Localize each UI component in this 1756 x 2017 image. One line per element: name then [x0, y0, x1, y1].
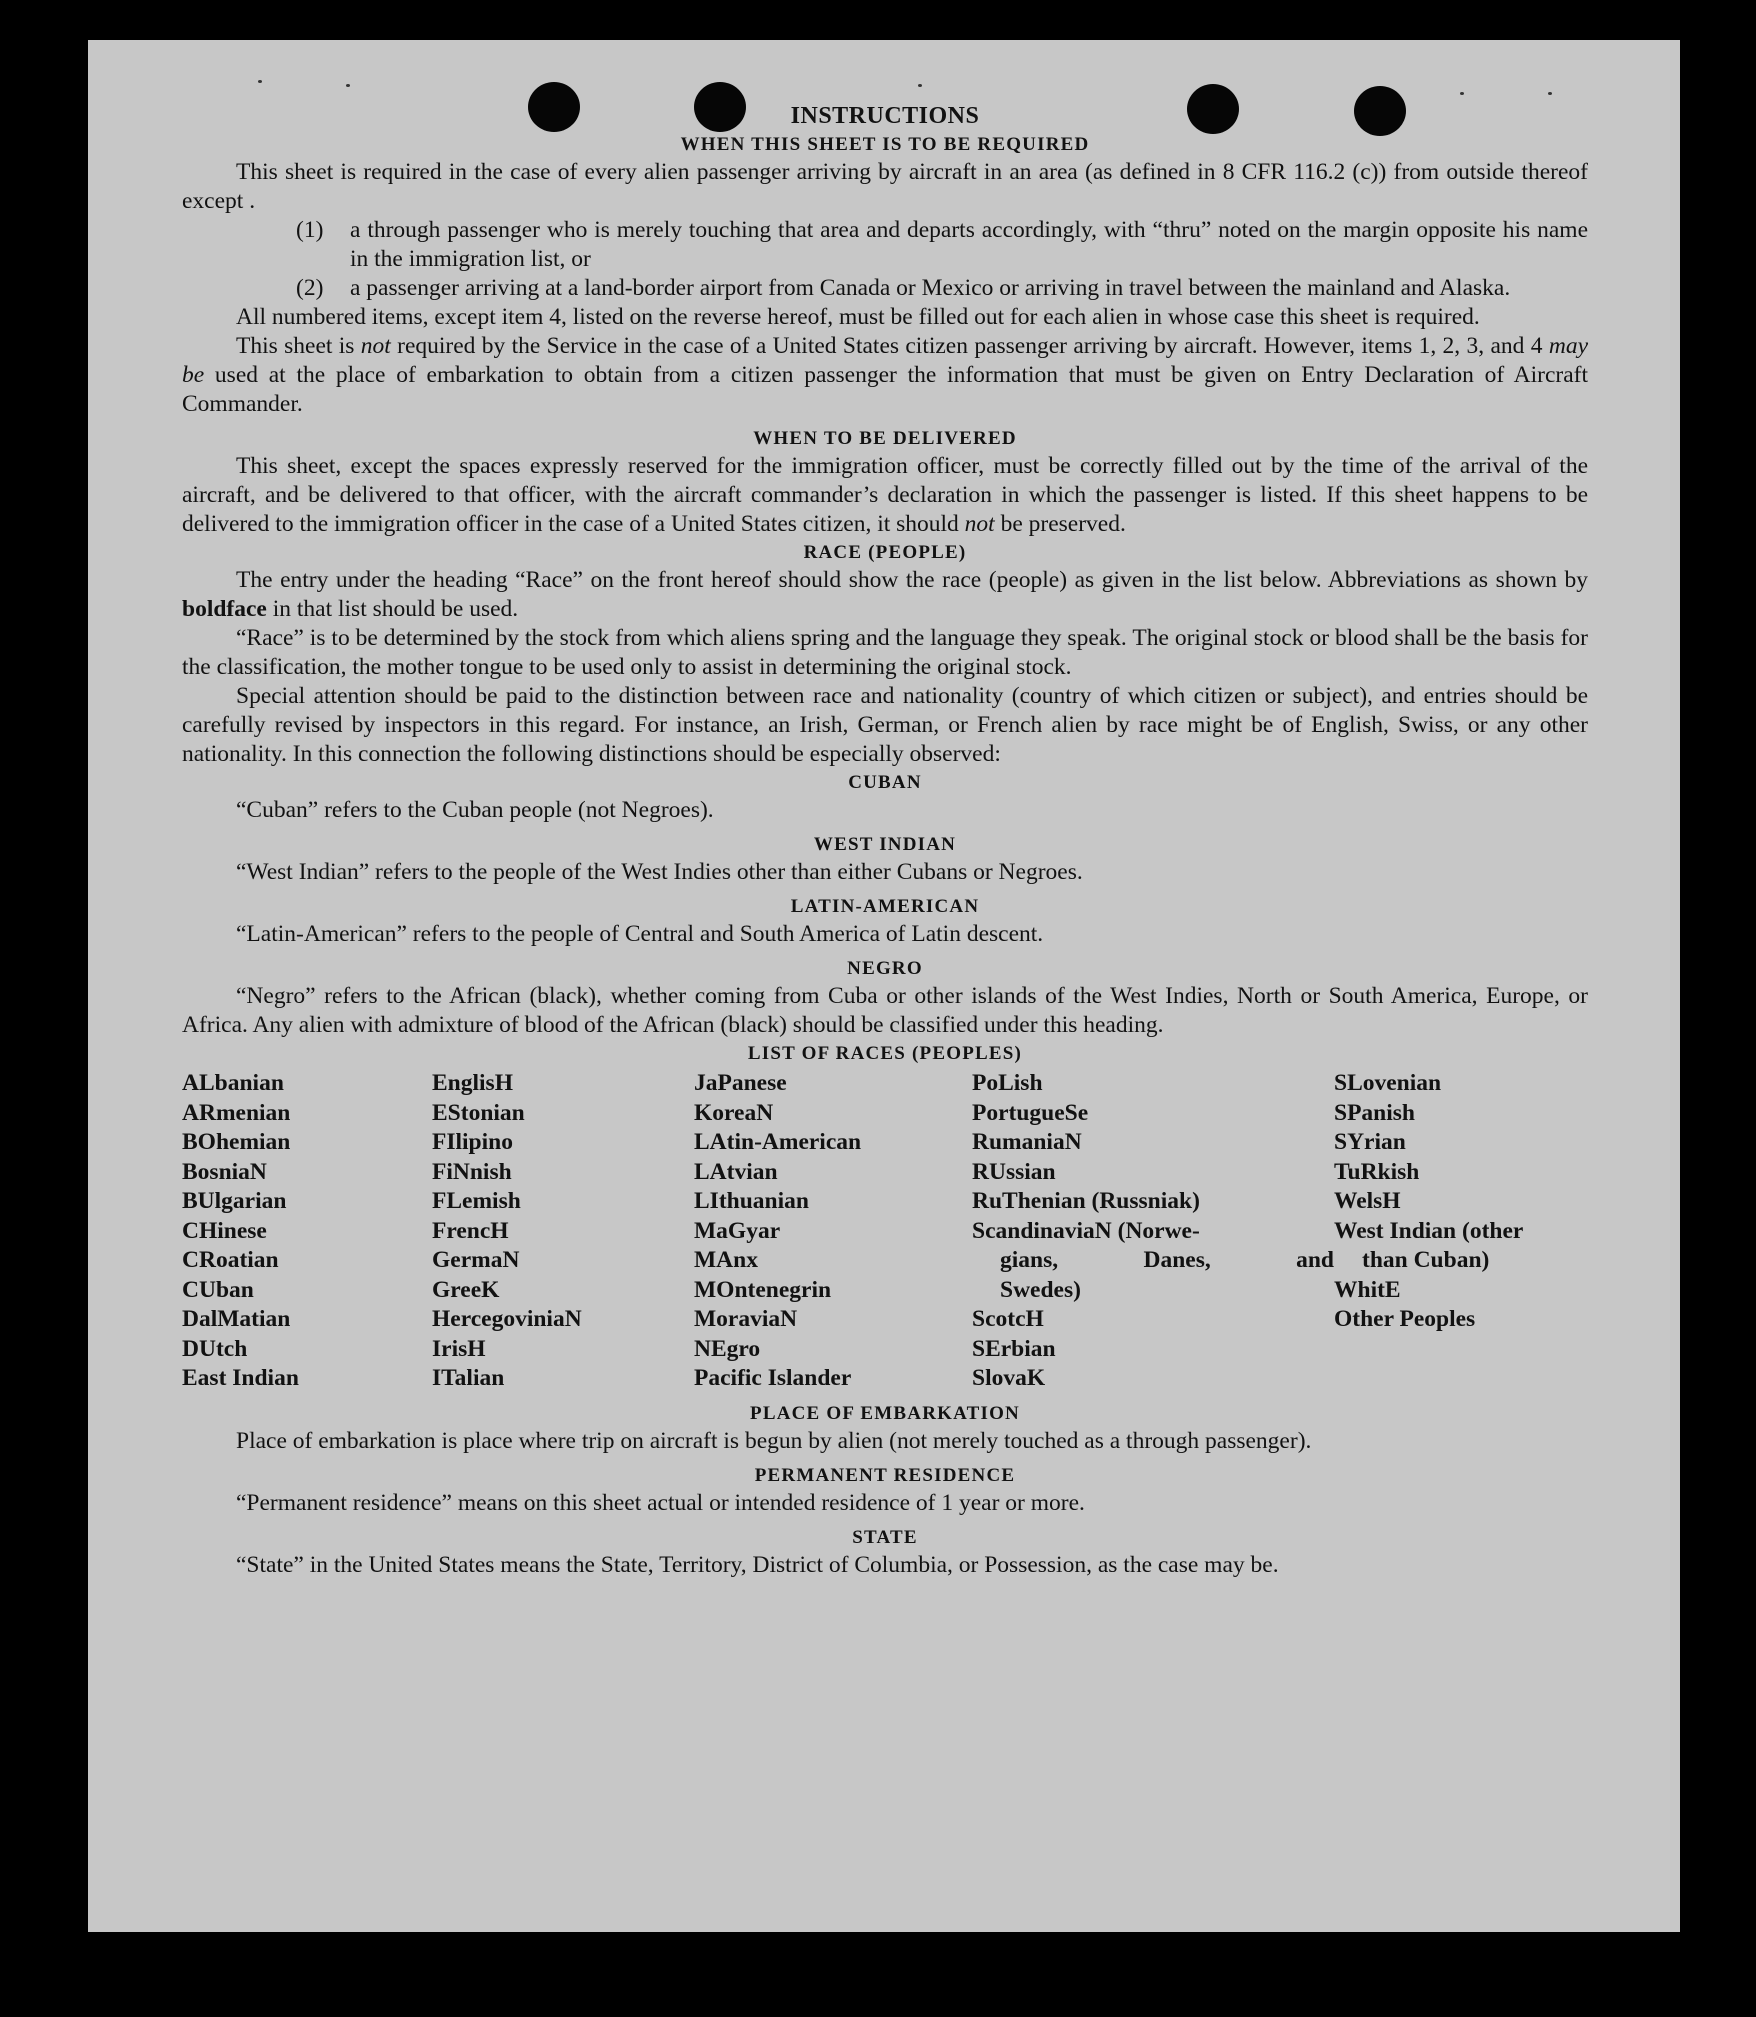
race-entry: PortugueSe — [972, 1099, 1089, 1126]
race-entry: JaPanese — [694, 1070, 787, 1096]
race-entry: IrisH — [432, 1335, 486, 1362]
text-run: The entry under the heading “Race” on the front hereof should show the race (people) as given in the list below. Abbreviations as shown by — [236, 567, 1588, 593]
item-text: a through passenger who is merely touching that area and departs accordingly, with “thru” noted on the margin opposite his name in the immigration list, or — [350, 217, 1588, 272]
race-entry-continuation: Swedes) — [1000, 1276, 1081, 1303]
race-entry: HercegoviniaN — [432, 1306, 582, 1332]
emphasis: not — [964, 511, 995, 537]
section-heading: NEGRO — [847, 958, 923, 979]
section-heading: WHEN TO BE DELIVERED — [753, 428, 1017, 449]
race-entry: CRoatian — [182, 1247, 279, 1273]
race-entry: EnglisH — [432, 1070, 513, 1096]
text-run: be preserved. — [994, 511, 1126, 537]
paragraph: Special attention should be paid to the distinction between race and nationality (country of which citizen or subject), and entries should be carefully revised by inspectors in this regard. For instance, an Irish, German, or French alien by race might be of English, Swiss, or any other nationality. In this connection the following distinctions should be especially observed: — [182, 683, 1588, 767]
races-column — [972, 1069, 1334, 1394]
race-entry: Other Peoples — [1334, 1306, 1476, 1332]
text-run: This sheet, except the spaces expressly reserved for the immigration officer, must be correctly filled out by the time of the arrival of the aircraft, and be delivered to that officer, with the aircraft commander’s declaration in which the passenger is listed. If this sheet happens to be delivered to the immigration officer in the case of a United States citizen, it should — [182, 453, 1588, 537]
item-number: (2) — [296, 275, 324, 301]
race-entry: MOntenegrin — [694, 1276, 832, 1303]
race-entry: CHinese — [182, 1217, 267, 1244]
race-entry: NEgro — [694, 1335, 761, 1362]
item-text: a passenger arriving at a land-border airport from Canada or Mexico or arriving in travel between the mainland and Alaska. — [350, 275, 1511, 301]
race-entry: FLemish — [432, 1188, 521, 1214]
races-column — [432, 1069, 694, 1394]
text-run: used at the place of embarkation to obtain from a citizen passenger the information that must be given on Entry Declaration of Aircraft Commander. — [182, 362, 1588, 417]
speck — [1460, 92, 1464, 95]
race-entry: DalMatian — [182, 1306, 291, 1332]
race-entry: EStonian — [432, 1099, 525, 1126]
bold-text: boldface — [182, 596, 267, 622]
race-entry: BosniaN — [182, 1158, 267, 1185]
race-entry-continuation: gians, Danes, and — [1000, 1247, 1334, 1273]
paragraph: “State” in the United States means the State, Territory, District of Columbia, or Possession, as the case may be. — [236, 1551, 1279, 1578]
paragraph — [182, 452, 1588, 539]
section-heading: CUBAN — [848, 772, 922, 793]
section-heading: PERMANENT RESIDENCE — [754, 1464, 1016, 1486]
race-entry: WhitE — [1334, 1276, 1401, 1303]
paragraph: “Latin-American” refers to the people of Central and South America of Latin descent. — [236, 921, 1044, 947]
document-title: INSTRUCTIONS — [790, 103, 980, 129]
race-entry: TuRkish — [1334, 1158, 1420, 1185]
speck — [918, 84, 922, 87]
race-entry: ScandinaviaN (Norwe- — [972, 1217, 1200, 1244]
paragraph — [182, 332, 1588, 419]
race-entry: DUtch — [182, 1335, 248, 1362]
race-entry: MoraviaN — [694, 1306, 798, 1332]
item-number: (1) — [296, 217, 324, 243]
speck — [258, 80, 262, 83]
races-column — [694, 1069, 972, 1394]
race-entry: FrencH — [432, 1217, 509, 1244]
race-entry: SErbian — [972, 1335, 1056, 1362]
race-entry: ARmenian — [182, 1099, 291, 1126]
race-entry: West Indian (other — [1334, 1217, 1524, 1244]
race-entry: MaGyar — [694, 1217, 781, 1244]
race-entry: PoLish — [972, 1070, 1043, 1096]
section-heading: WHEN THIS SHEET IS TO BE REQUIRED — [680, 134, 1090, 155]
instructions-content — [182, 102, 1588, 1580]
race-entry: RumaniaN — [972, 1129, 1082, 1155]
section-heading: PLACE OF EMBARKATION — [750, 1402, 1020, 1424]
race-entry: East Indian — [182, 1365, 299, 1391]
section-heading: WEST INDIAN — [813, 834, 957, 855]
paragraph: “Negro” refers to the African (black), whether coming from Cuba or other islands of the West Indies, North or South America, Europe, or Africa. Any alien with admixture of blood of the African (black) should be classified under this heading. — [182, 983, 1588, 1038]
race-entry: LIthuanian — [694, 1188, 809, 1214]
race-entry: MAnx — [694, 1247, 758, 1273]
race-entry: GreeK — [432, 1276, 500, 1303]
text-run: required by the Service in the case of a United States citizen passenger arriving by aircraft. However, items 1, 2, 3, and 4 — [390, 333, 1549, 359]
list-item — [182, 274, 1588, 303]
race-entry: GermaN — [432, 1247, 520, 1273]
paragraph: “Race” is to be determined by the stock from which aliens spring and the language they speak. The original stock or blood shall be the basis for the classification, the mother tongue to be used only to assist in determining the original stock. — [182, 625, 1588, 680]
race-entry: ALbanian — [182, 1070, 284, 1096]
race-entry: ITalian — [432, 1365, 505, 1391]
race-entry: BOhemian — [182, 1129, 291, 1155]
races-list — [182, 1069, 1588, 1394]
race-entry: SPanish — [1334, 1099, 1415, 1126]
race-entry: SlovaK — [972, 1365, 1046, 1391]
paragraph: “West Indian” refers to the people of the West Indies other than either Cubans or Negroes. — [236, 859, 1083, 885]
paragraph: All numbered items, except item 4, listed on the reverse hereof, must be filled out for each alien in whose case this sheet is required. — [236, 304, 1480, 330]
race-entry: WelsH — [1334, 1188, 1401, 1214]
race-entry: RUssian — [972, 1158, 1056, 1185]
race-entry: ScotcH — [972, 1306, 1044, 1332]
section-heading: LATIN-AMERICAN — [790, 896, 980, 917]
race-entry: FIlipino — [432, 1129, 513, 1155]
paragraph: “Cuban” refers to the Cuban people (not Negroes). — [236, 797, 714, 823]
race-entry: SLovenian — [1334, 1070, 1442, 1096]
section-heading: STATE — [852, 1526, 918, 1548]
paragraph — [182, 566, 1588, 624]
paragraph: “Permanent residence” means on this sheet actual or intended residence of 1 year or more. — [236, 1489, 1085, 1516]
paragraph: Place of embarkation is place where trip on aircraft is begun by alien (not merely touched as a through passenger). — [236, 1427, 1312, 1454]
race-entry: LAtvian — [694, 1158, 778, 1185]
speck — [1548, 92, 1552, 95]
section-heading: RACE (PEOPLE) — [803, 542, 967, 563]
document-page — [88, 40, 1680, 1932]
races-column — [1334, 1069, 1588, 1394]
race-entry: FiNnish — [432, 1158, 512, 1185]
races-column — [182, 1069, 432, 1394]
race-entry: LAtin-American — [694, 1129, 862, 1155]
race-entry: BUlgarian — [182, 1188, 287, 1214]
race-entry: KoreaN — [694, 1099, 774, 1126]
text-run: This sheet is — [236, 333, 361, 359]
race-entry: SYrian — [1334, 1129, 1406, 1155]
speck — [346, 84, 350, 87]
emphasis: may be — [182, 333, 1588, 388]
race-entry: Pacific Islander — [694, 1365, 852, 1391]
race-entry: CUban — [182, 1276, 254, 1303]
emphasis: not — [360, 333, 391, 359]
paragraph: This sheet is required in the case of every alien passenger arriving by aircraft in an area (as defined in 8 CFR 116.2 (c)) from outside thereof except . — [182, 159, 1588, 214]
race-entry-continuation: than Cuban) — [1362, 1247, 1490, 1273]
text-run: in that list should be used. — [266, 596, 519, 622]
list-item — [182, 216, 1588, 274]
section-heading: LIST OF RACES (PEOPLES) — [747, 1043, 1023, 1064]
race-entry: RuThenian (Russniak) — [972, 1188, 1200, 1214]
